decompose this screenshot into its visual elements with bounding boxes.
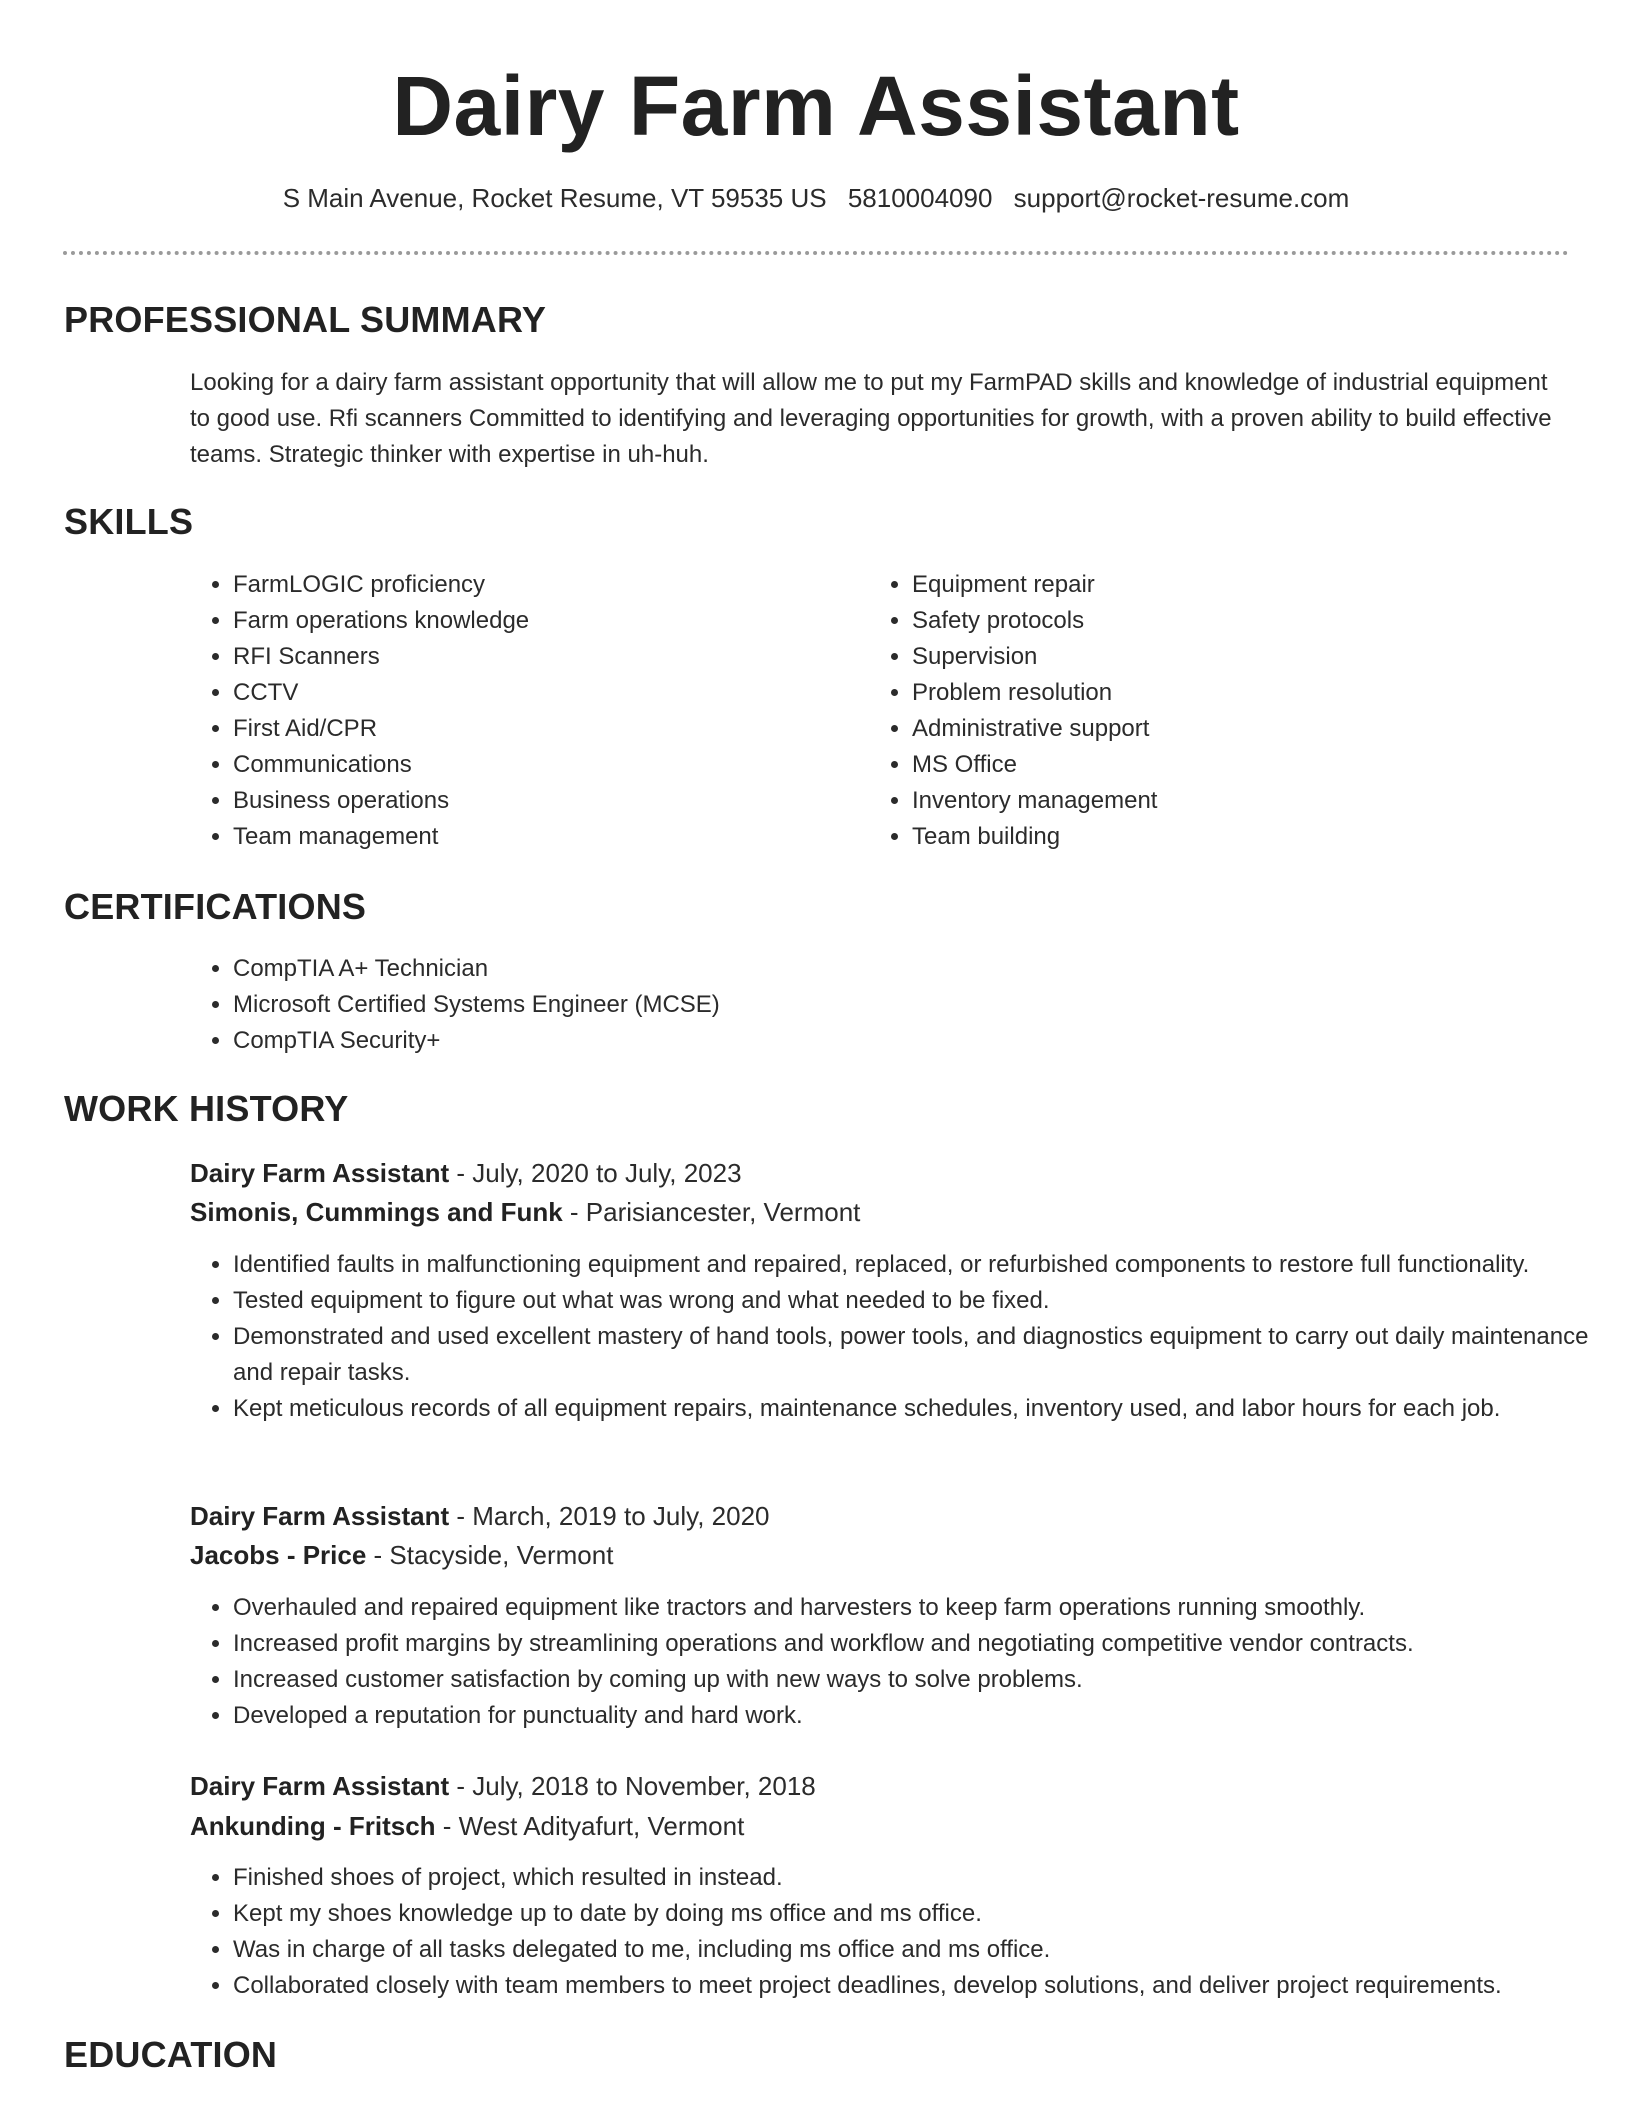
job-title-line [190, 1768, 816, 1804]
job-bullet: • Tested equipment to figure out what was wrong and what needed to be fixed. [233, 1283, 1613, 1319]
certifications-heading: CERTIFICATIONS [64, 886, 367, 927]
job-title: Dairy Farm Assistant [190, 1501, 450, 1531]
job-title: Dairy Farm Assistant [190, 1158, 450, 1188]
job-location: - Stacyside, Vermont [366, 1540, 614, 1570]
job-title: Dairy Farm Assistant [190, 1771, 450, 1801]
certification-item: • CompTIA Security+ [233, 1023, 1533, 1059]
job-bullets [190, 1247, 1613, 1427]
job-bullets [190, 1860, 1632, 2004]
job-bullet: • Overhauled and repaired equipment like tractors and harvesters to keep farm operations running smoothly. [233, 1590, 1613, 1626]
job-dates: - July, 2018 to November, 2018 [449, 1771, 816, 1801]
job-location: - West Adityafurt, Vermont [435, 1811, 745, 1841]
job-dates: - July, 2020 to July, 2023 [449, 1158, 742, 1188]
job-title-line [190, 1498, 770, 1534]
skill-item: • First Aid/CPR [233, 711, 833, 747]
resume-name: Dairy Farm Assistant [392, 59, 1240, 153]
skill-item: • Inventory management [912, 783, 1512, 819]
contact-address: S Main Avenue, Rocket Resume, VT 59535 US [282, 183, 827, 213]
skill-item: • Farm operations knowledge [233, 603, 833, 639]
skill-item: • Team building [912, 819, 1512, 855]
summary-heading: PROFESSIONAL SUMMARY [64, 299, 547, 340]
job-bullet: • Increased profit margins by streamlining operations and workflow and negotiating competitive vendor contracts. [233, 1626, 1613, 1662]
certification-item: • Microsoft Certified Systems Engineer (MCSE) [233, 987, 1533, 1023]
job-title-line [190, 1155, 742, 1191]
job-company-line [190, 1194, 860, 1230]
skill-item: • Business operations [233, 783, 833, 819]
job-company-line [190, 1808, 744, 1844]
certification-item: • CompTIA A+ Technician [233, 951, 1533, 987]
skill-item: • Safety protocols [912, 603, 1512, 639]
job-bullet: • Finished shoes of project, which resulted in instead. [233, 1860, 1632, 1896]
certifications-list [190, 951, 1533, 1059]
job-bullets [190, 1590, 1613, 1734]
skill-item: • Communications [233, 747, 833, 783]
education-heading: EDUCATION [64, 2034, 278, 2075]
contact-phone: 5810004090 [847, 183, 993, 213]
skill-item: • Problem resolution [912, 675, 1512, 711]
contact-line [0, 181, 1632, 215]
job-company: Jacobs - Price [190, 1540, 367, 1570]
job-bullet: • Developed a reputation for punctuality and hard work. [233, 1698, 1613, 1734]
job-bullet: • Demonstrated and used excellent mastery of hand tools, power tools, and diagnostics equipment to carry out daily maintenance and repair tasks. [233, 1319, 1613, 1391]
header-divider [63, 251, 1569, 255]
skill-item: • Supervision [912, 639, 1512, 675]
job-location: - Parisiancester, Vermont [562, 1197, 861, 1227]
summary-text: Looking for a dairy farm assistant opportunity that will allow me to put my FarmPAD skills and knowledge of industrial equipment to good use. Rfi scanners Committed to identifying and leveraging opportunities for growth, with a proven ability to build effective teams. Strategic thinker with expertise in uh-huh. [190, 369, 1552, 468]
skill-item: • Team management [233, 819, 833, 855]
job-company: Simonis, Cummings and Funk [190, 1197, 563, 1227]
work-history-heading: WORK HISTORY [64, 1088, 349, 1129]
job-dates: - March, 2019 to July, 2020 [449, 1501, 770, 1531]
job-company: Ankunding - Fritsch [190, 1811, 436, 1841]
skills-list-left [190, 567, 833, 855]
job-bullet: • Collaborated closely with team members to meet project deadlines, develop solutions, and deliver project requirements. [233, 1968, 1632, 2004]
job-company-line [190, 1537, 613, 1573]
job-bullet: • Kept my shoes knowledge up to date by doing ms office and ms office. [233, 1896, 1632, 1932]
contact-email: support@rocket-resume.com [1013, 183, 1350, 213]
skills-heading: SKILLS [64, 501, 194, 542]
job-bullet: • Was in charge of all tasks delegated to me, including ms office and ms office. [233, 1932, 1632, 1968]
skills-list-right [869, 567, 1512, 855]
skill-item: • RFI Scanners [233, 639, 833, 675]
job-bullet: • Identified faults in malfunctioning equipment and repaired, replaced, or refurbished components to restore full functionality. [233, 1247, 1613, 1283]
job-bullet: • Kept meticulous records of all equipment repairs, maintenance schedules, inventory used, and labor hours for each job. [233, 1391, 1613, 1427]
skill-item: • FarmLOGIC proficiency [233, 567, 833, 603]
job-bullet: • Increased customer satisfaction by coming up with new ways to solve problems. [233, 1662, 1613, 1698]
skill-item: • Equipment repair [912, 567, 1512, 603]
skill-item: • MS Office [912, 747, 1512, 783]
skill-item: • Administrative support [912, 711, 1512, 747]
skill-item: • CCTV [233, 675, 833, 711]
